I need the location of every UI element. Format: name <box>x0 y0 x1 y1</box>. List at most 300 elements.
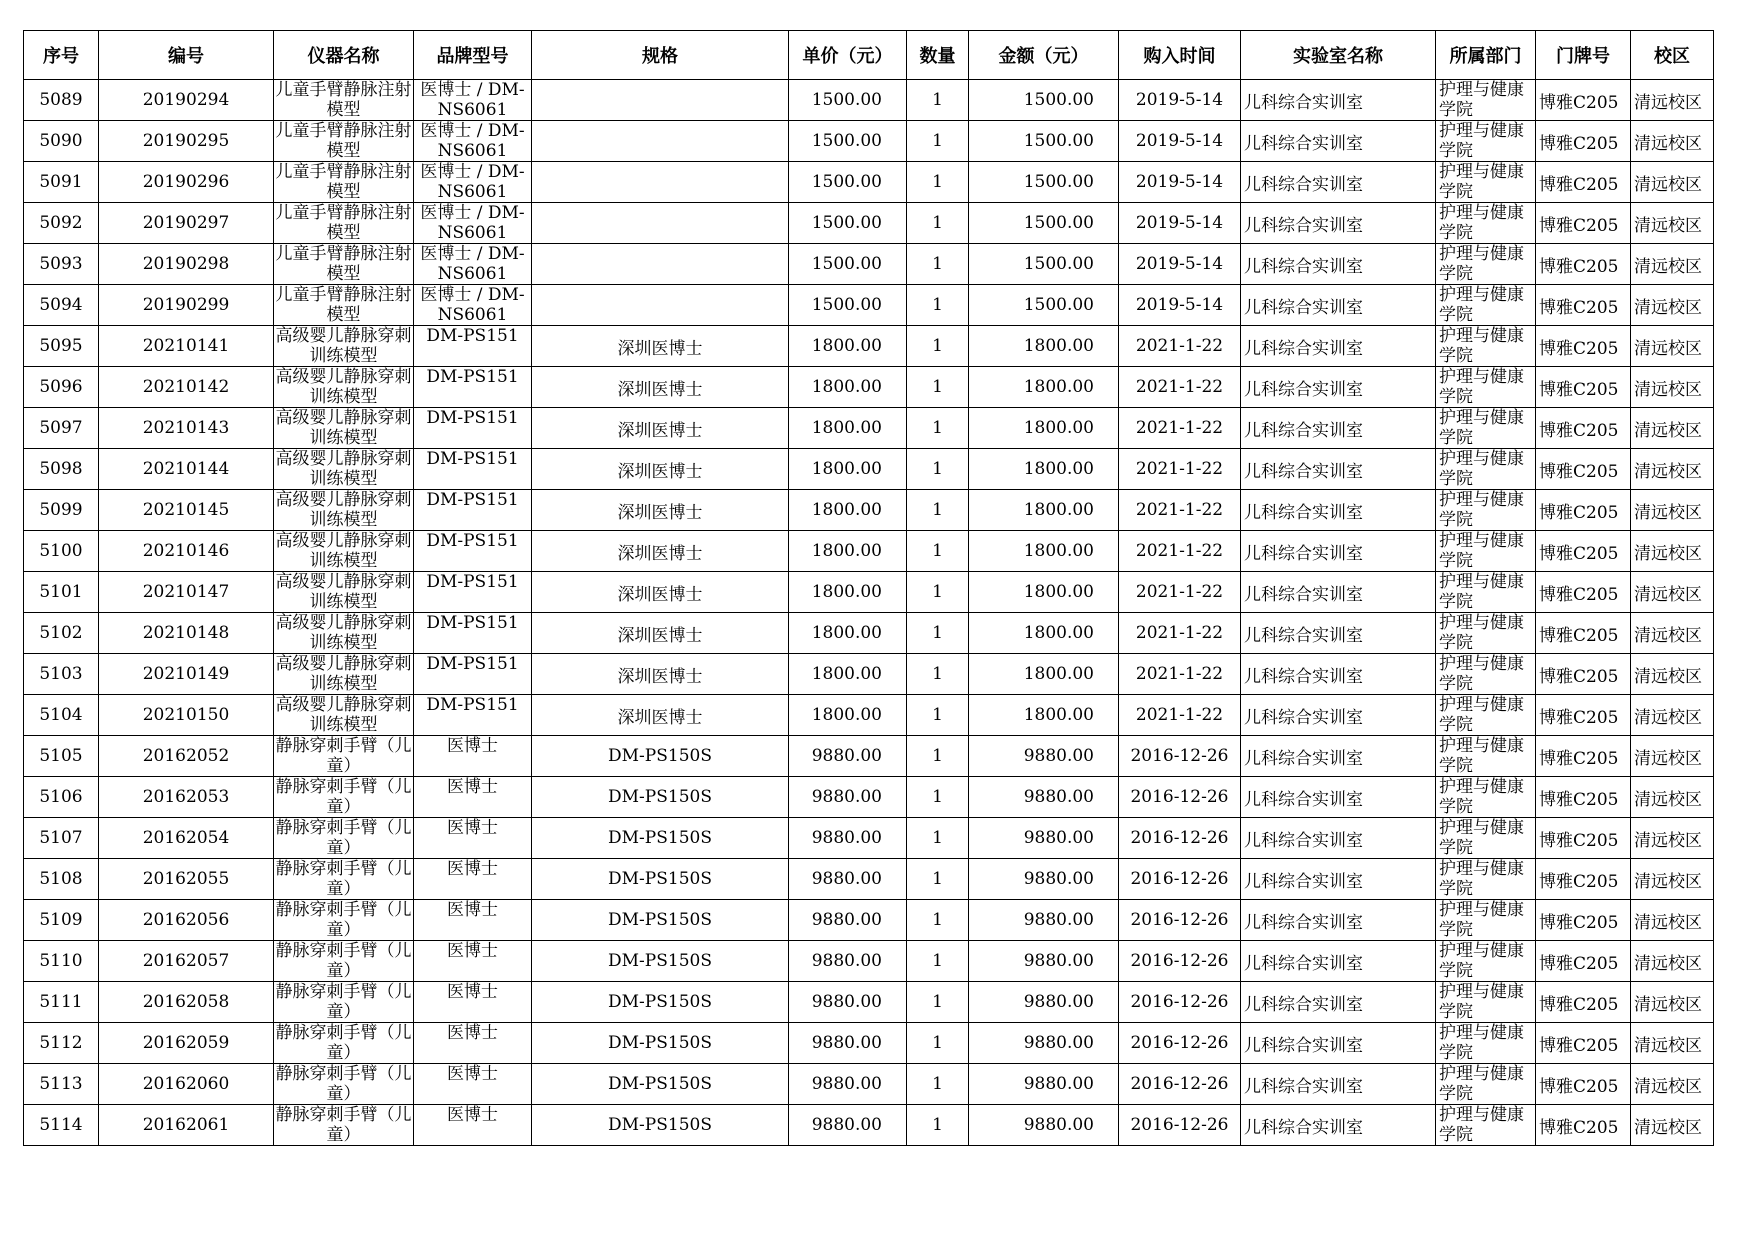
seq-cell: 5102 <box>24 613 99 654</box>
code-cell: 20162053 <box>99 777 274 818</box>
room-number-cell: 博雅C205 <box>1536 80 1631 121</box>
lab-name-cell: 儿科综合实训室 <box>1241 941 1436 982</box>
purchase-date-cell: 2016-12-26 <box>1119 1023 1241 1064</box>
department-cell-text: 护理与健康学院 <box>1439 982 1524 1022</box>
lab-name-cell: 儿科综合实训室 <box>1241 326 1436 367</box>
instrument-name-cell-text: 静脉穿刺手臂（儿童） <box>275 1105 412 1145</box>
brand-model-cell <box>414 818 532 859</box>
brand-model-cell-text: 医博士 <box>447 900 498 920</box>
unit-price-cell: 1800.00 <box>789 449 907 490</box>
amount-cell: 1800.00 <box>969 654 1119 695</box>
brand-model-cell <box>414 613 532 654</box>
department-cell-text: 护理与健康学院 <box>1439 367 1524 407</box>
lab-name-cell: 儿科综合实训室 <box>1241 80 1436 121</box>
amount-cell: 1500.00 <box>969 162 1119 203</box>
spec-cell: 深圳医博士 <box>532 408 789 449</box>
campus-cell: 清远校区 <box>1631 777 1714 818</box>
instrument-name-cell <box>274 121 414 162</box>
spec-cell: DM-PS150S <box>532 941 789 982</box>
amount-cell: 9880.00 <box>969 1023 1119 1064</box>
purchase-date-cell: 2021-1-22 <box>1119 490 1241 531</box>
department-cell <box>1436 531 1536 572</box>
purchase-date-cell: 2021-1-22 <box>1119 572 1241 613</box>
lab-name-cell: 儿科综合实训室 <box>1241 121 1436 162</box>
code-cell: 20162057 <box>99 941 274 982</box>
code-cell: 20190296 <box>99 162 274 203</box>
instrument-name-cell <box>274 941 414 982</box>
seq-cell: 5099 <box>24 490 99 531</box>
quantity-cell: 1 <box>907 1064 969 1105</box>
col-header-unit-price: 单价（元） <box>789 31 907 80</box>
lab-name-cell: 儿科综合实训室 <box>1241 572 1436 613</box>
spec-cell: DM-PS150S <box>532 736 789 777</box>
quantity-cell: 1 <box>907 695 969 736</box>
unit-price-cell: 9880.00 <box>789 941 907 982</box>
spec-cell: 深圳医博士 <box>532 613 789 654</box>
instrument-name-cell-text: 静脉穿刺手臂（儿童） <box>275 900 412 940</box>
quantity-cell: 1 <box>907 900 969 941</box>
room-number-cell: 博雅C205 <box>1536 1023 1631 1064</box>
room-number-cell: 博雅C205 <box>1536 654 1631 695</box>
unit-price-cell: 9880.00 <box>789 900 907 941</box>
purchase-date-cell: 2021-1-22 <box>1119 408 1241 449</box>
table-row <box>24 326 1714 367</box>
room-number-cell: 博雅C205 <box>1536 449 1631 490</box>
purchase-date-cell: 2016-12-26 <box>1119 1105 1241 1146</box>
instrument-name-cell-text: 静脉穿刺手臂（儿童） <box>275 736 412 776</box>
room-number-cell: 博雅C205 <box>1536 777 1631 818</box>
amount-cell: 9880.00 <box>969 1064 1119 1105</box>
brand-model-cell-text: 医博士 <box>447 818 498 838</box>
unit-price-cell: 1800.00 <box>789 572 907 613</box>
spec-cell: DM-PS150S <box>532 777 789 818</box>
department-cell <box>1436 736 1536 777</box>
spec-cell <box>532 121 789 162</box>
campus-cell: 清远校区 <box>1631 367 1714 408</box>
table-row <box>24 285 1714 326</box>
purchase-date-cell: 2021-1-22 <box>1119 449 1241 490</box>
code-cell: 20210145 <box>99 490 274 531</box>
lab-name-cell: 儿科综合实训室 <box>1241 1023 1436 1064</box>
seq-cell: 5096 <box>24 367 99 408</box>
brand-model-cell <box>414 80 532 121</box>
department-cell <box>1436 244 1536 285</box>
campus-cell: 清远校区 <box>1631 736 1714 777</box>
table-row <box>24 80 1714 121</box>
seq-cell: 5113 <box>24 1064 99 1105</box>
purchase-date-cell: 2021-1-22 <box>1119 695 1241 736</box>
campus-cell: 清远校区 <box>1631 982 1714 1023</box>
campus-cell: 清远校区 <box>1631 408 1714 449</box>
purchase-date-cell: 2019-5-14 <box>1119 80 1241 121</box>
spec-cell: DM-PS150S <box>532 900 789 941</box>
department-cell-text: 护理与健康学院 <box>1439 531 1524 571</box>
quantity-cell: 1 <box>907 818 969 859</box>
unit-price-cell: 9880.00 <box>789 859 907 900</box>
spec-cell <box>532 203 789 244</box>
code-cell: 20162058 <box>99 982 274 1023</box>
spec-cell <box>532 162 789 203</box>
amount-cell: 1500.00 <box>969 80 1119 121</box>
purchase-date-cell: 2019-5-14 <box>1119 162 1241 203</box>
instrument-name-cell <box>274 203 414 244</box>
table-row <box>24 818 1714 859</box>
amount-cell: 9880.00 <box>969 1105 1119 1146</box>
brand-model-cell-text: 医博士 <box>447 982 498 1002</box>
table-row <box>24 654 1714 695</box>
spec-cell <box>532 285 789 326</box>
amount-cell: 1800.00 <box>969 572 1119 613</box>
campus-cell: 清远校区 <box>1631 695 1714 736</box>
unit-price-cell: 1500.00 <box>789 80 907 121</box>
code-cell: 20210148 <box>99 613 274 654</box>
seq-cell: 5103 <box>24 654 99 695</box>
code-cell: 20162052 <box>99 736 274 777</box>
quantity-cell: 1 <box>907 859 969 900</box>
unit-price-cell: 1800.00 <box>789 326 907 367</box>
purchase-date-cell: 2019-5-14 <box>1119 244 1241 285</box>
lab-name-cell: 儿科综合实训室 <box>1241 982 1436 1023</box>
col-header-seq: 序号 <box>24 31 99 80</box>
brand-model-cell-text: DM-PS151 <box>426 326 519 346</box>
table-row <box>24 859 1714 900</box>
unit-price-cell: 9880.00 <box>789 736 907 777</box>
unit-price-cell: 1500.00 <box>789 203 907 244</box>
col-header-lab-name: 实验室名称 <box>1241 31 1436 80</box>
campus-cell: 清远校区 <box>1631 818 1714 859</box>
instrument-name-cell <box>274 162 414 203</box>
amount-cell: 9880.00 <box>969 941 1119 982</box>
department-cell <box>1436 80 1536 121</box>
table-row <box>24 449 1714 490</box>
instrument-name-cell <box>274 80 414 121</box>
campus-cell: 清远校区 <box>1631 121 1714 162</box>
unit-price-cell: 9880.00 <box>789 1023 907 1064</box>
lab-name-cell: 儿科综合实训室 <box>1241 490 1436 531</box>
instrument-name-cell <box>274 777 414 818</box>
department-cell-text: 护理与健康学院 <box>1439 285 1524 325</box>
department-cell-text: 护理与健康学院 <box>1439 1023 1524 1063</box>
instrument-name-cell-text: 高级婴儿静脉穿刺训练模型 <box>275 367 412 407</box>
unit-price-cell: 1800.00 <box>789 408 907 449</box>
purchase-date-cell: 2019-5-14 <box>1119 121 1241 162</box>
unit-price-cell: 9880.00 <box>789 1105 907 1146</box>
department-cell <box>1436 162 1536 203</box>
purchase-date-cell: 2021-1-22 <box>1119 326 1241 367</box>
department-cell <box>1436 285 1536 326</box>
instrument-name-cell <box>274 982 414 1023</box>
room-number-cell: 博雅C205 <box>1536 859 1631 900</box>
room-number-cell: 博雅C205 <box>1536 326 1631 367</box>
spec-cell: 深圳医博士 <box>532 654 789 695</box>
campus-cell: 清远校区 <box>1631 654 1714 695</box>
brand-model-cell <box>414 941 532 982</box>
room-number-cell: 博雅C205 <box>1536 408 1631 449</box>
brand-model-cell-text: 医博士 / DM-NS6061 <box>420 203 525 243</box>
col-header-spec: 规格 <box>532 31 789 80</box>
department-cell-text: 护理与健康学院 <box>1439 203 1524 243</box>
instrument-name-cell <box>274 1064 414 1105</box>
code-cell: 20162056 <box>99 900 274 941</box>
room-number-cell: 博雅C205 <box>1536 982 1631 1023</box>
purchase-date-cell: 2016-12-26 <box>1119 900 1241 941</box>
quantity-cell: 1 <box>907 80 969 121</box>
department-cell <box>1436 408 1536 449</box>
department-cell-text: 护理与健康学院 <box>1439 408 1524 448</box>
col-header-room-number: 门牌号 <box>1536 31 1631 80</box>
instrument-name-cell <box>274 490 414 531</box>
lab-name-cell: 儿科综合实训室 <box>1241 1105 1436 1146</box>
seq-cell: 5110 <box>24 941 99 982</box>
seq-cell: 5094 <box>24 285 99 326</box>
spec-cell: 深圳医博士 <box>532 572 789 613</box>
brand-model-cell <box>414 1064 532 1105</box>
instrument-name-cell-text: 儿童手臂静脉注射模型 <box>275 121 412 161</box>
quantity-cell: 1 <box>907 613 969 654</box>
instrument-name-cell-text: 高级婴儿静脉穿刺训练模型 <box>275 326 412 366</box>
room-number-cell: 博雅C205 <box>1536 818 1631 859</box>
purchase-date-cell: 2021-1-22 <box>1119 531 1241 572</box>
spec-cell: DM-PS150S <box>532 859 789 900</box>
department-cell <box>1436 490 1536 531</box>
unit-price-cell: 9880.00 <box>789 777 907 818</box>
amount-cell: 1500.00 <box>969 285 1119 326</box>
brand-model-cell <box>414 859 532 900</box>
purchase-date-cell: 2016-12-26 <box>1119 1064 1241 1105</box>
quantity-cell: 1 <box>907 203 969 244</box>
header-row <box>24 31 1714 80</box>
room-number-cell: 博雅C205 <box>1536 490 1631 531</box>
equipment-table <box>23 30 1714 1146</box>
instrument-name-cell-text: 静脉穿刺手臂（儿童） <box>275 1064 412 1104</box>
instrument-name-cell-text: 高级婴儿静脉穿刺训练模型 <box>275 408 412 448</box>
department-cell <box>1436 613 1536 654</box>
campus-cell: 清远校区 <box>1631 531 1714 572</box>
campus-cell: 清远校区 <box>1631 1064 1714 1105</box>
amount-cell: 1800.00 <box>969 326 1119 367</box>
brand-model-cell-text: 医博士 <box>447 736 498 756</box>
instrument-name-cell <box>274 449 414 490</box>
department-cell-text: 护理与健康学院 <box>1439 941 1524 981</box>
brand-model-cell-text: 医博士 / DM-NS6061 <box>420 80 525 120</box>
instrument-name-cell <box>274 818 414 859</box>
brand-model-cell-text: 医博士 / DM-NS6061 <box>420 162 525 202</box>
instrument-name-cell-text: 高级婴儿静脉穿刺训练模型 <box>275 449 412 489</box>
unit-price-cell: 9880.00 <box>789 818 907 859</box>
purchase-date-cell: 2019-5-14 <box>1119 285 1241 326</box>
department-cell-text: 护理与健康学院 <box>1439 859 1524 899</box>
amount-cell: 1800.00 <box>969 695 1119 736</box>
brand-model-cell <box>414 244 532 285</box>
department-cell-text: 护理与健康学院 <box>1439 244 1524 284</box>
code-cell: 20190297 <box>99 203 274 244</box>
instrument-name-cell <box>274 1105 414 1146</box>
code-cell: 20210142 <box>99 367 274 408</box>
unit-price-cell: 9880.00 <box>789 982 907 1023</box>
brand-model-cell-text: DM-PS151 <box>426 531 519 551</box>
seq-cell: 5090 <box>24 121 99 162</box>
spec-cell: DM-PS150S <box>532 1023 789 1064</box>
unit-price-cell: 1500.00 <box>789 244 907 285</box>
instrument-name-cell <box>274 244 414 285</box>
table-row <box>24 531 1714 572</box>
code-cell: 20162059 <box>99 1023 274 1064</box>
brand-model-cell <box>414 982 532 1023</box>
lab-name-cell: 儿科综合实训室 <box>1241 203 1436 244</box>
code-cell: 20210144 <box>99 449 274 490</box>
room-number-cell: 博雅C205 <box>1536 613 1631 654</box>
unit-price-cell: 1800.00 <box>789 695 907 736</box>
brand-model-cell <box>414 408 532 449</box>
seq-cell: 5112 <box>24 1023 99 1064</box>
lab-name-cell: 儿科综合实训室 <box>1241 449 1436 490</box>
brand-model-cell-text: 医博士 <box>447 941 498 961</box>
campus-cell: 清远校区 <box>1631 80 1714 121</box>
instrument-name-cell-text: 高级婴儿静脉穿刺训练模型 <box>275 531 412 571</box>
campus-cell: 清远校区 <box>1631 162 1714 203</box>
department-cell <box>1436 572 1536 613</box>
code-cell: 20210141 <box>99 326 274 367</box>
quantity-cell: 1 <box>907 121 969 162</box>
lab-name-cell: 儿科综合实训室 <box>1241 244 1436 285</box>
department-cell-text: 护理与健康学院 <box>1439 654 1524 694</box>
code-cell: 20190295 <box>99 121 274 162</box>
amount-cell: 9880.00 <box>969 900 1119 941</box>
department-cell <box>1436 859 1536 900</box>
brand-model-cell <box>414 449 532 490</box>
instrument-name-cell <box>274 613 414 654</box>
instrument-name-cell-text: 静脉穿刺手臂（儿童） <box>275 1023 412 1063</box>
brand-model-cell-text: DM-PS151 <box>426 572 519 592</box>
code-cell: 20210147 <box>99 572 274 613</box>
instrument-name-cell-text: 儿童手臂静脉注射模型 <box>275 203 412 243</box>
campus-cell: 清远校区 <box>1631 326 1714 367</box>
col-header-campus: 校区 <box>1631 31 1714 80</box>
quantity-cell: 1 <box>907 654 969 695</box>
instrument-name-cell-text: 儿童手臂静脉注射模型 <box>275 80 412 120</box>
seq-cell: 5095 <box>24 326 99 367</box>
department-cell-text: 护理与健康学院 <box>1439 80 1524 120</box>
spec-cell: 深圳医博士 <box>532 531 789 572</box>
room-number-cell: 博雅C205 <box>1536 900 1631 941</box>
spec-cell <box>532 244 789 285</box>
lab-name-cell: 儿科综合实训室 <box>1241 736 1436 777</box>
lab-name-cell: 儿科综合实训室 <box>1241 654 1436 695</box>
room-number-cell: 博雅C205 <box>1536 531 1631 572</box>
quantity-cell: 1 <box>907 982 969 1023</box>
quantity-cell: 1 <box>907 572 969 613</box>
department-cell-text: 护理与健康学院 <box>1439 900 1524 940</box>
department-cell-text: 护理与健康学院 <box>1439 777 1524 817</box>
amount-cell: 9880.00 <box>969 777 1119 818</box>
campus-cell: 清远校区 <box>1631 941 1714 982</box>
campus-cell: 清远校区 <box>1631 203 1714 244</box>
department-cell <box>1436 1105 1536 1146</box>
department-cell <box>1436 982 1536 1023</box>
instrument-name-cell-text: 高级婴儿静脉穿刺训练模型 <box>275 613 412 653</box>
unit-price-cell: 1500.00 <box>789 162 907 203</box>
instrument-name-cell-text: 高级婴儿静脉穿刺训练模型 <box>275 572 412 612</box>
code-cell: 20162060 <box>99 1064 274 1105</box>
code-cell: 20210150 <box>99 695 274 736</box>
department-cell <box>1436 941 1536 982</box>
lab-name-cell: 儿科综合实训室 <box>1241 613 1436 654</box>
brand-model-cell <box>414 654 532 695</box>
brand-model-cell-text: DM-PS151 <box>426 367 519 387</box>
unit-price-cell: 1500.00 <box>789 121 907 162</box>
seq-cell: 5108 <box>24 859 99 900</box>
amount-cell: 1800.00 <box>969 490 1119 531</box>
instrument-name-cell-text: 静脉穿刺手臂（儿童） <box>275 941 412 981</box>
brand-model-cell <box>414 531 532 572</box>
department-cell <box>1436 121 1536 162</box>
instrument-name-cell <box>274 859 414 900</box>
campus-cell: 清远校区 <box>1631 900 1714 941</box>
instrument-name-cell-text: 儿童手臂静脉注射模型 <box>275 162 412 202</box>
table-row <box>24 900 1714 941</box>
purchase-date-cell: 2016-12-26 <box>1119 982 1241 1023</box>
instrument-name-cell-text: 儿童手臂静脉注射模型 <box>275 244 412 284</box>
table-row <box>24 1023 1714 1064</box>
table-row <box>24 572 1714 613</box>
amount-cell: 1500.00 <box>969 121 1119 162</box>
code-cell: 20190294 <box>99 80 274 121</box>
purchase-date-cell: 2021-1-22 <box>1119 367 1241 408</box>
spec-cell: DM-PS150S <box>532 818 789 859</box>
amount-cell: 1500.00 <box>969 244 1119 285</box>
seq-cell: 5109 <box>24 900 99 941</box>
col-header-instrument-name: 仪器名称 <box>274 31 414 80</box>
department-cell-text: 护理与健康学院 <box>1439 490 1524 530</box>
campus-cell: 清远校区 <box>1631 1105 1714 1146</box>
brand-model-cell-text: DM-PS151 <box>426 449 519 469</box>
room-number-cell: 博雅C205 <box>1536 1064 1631 1105</box>
seq-cell: 5106 <box>24 777 99 818</box>
spec-cell: 深圳医博士 <box>532 449 789 490</box>
room-number-cell: 博雅C205 <box>1536 244 1631 285</box>
seq-cell: 5114 <box>24 1105 99 1146</box>
department-cell-text: 护理与健康学院 <box>1439 1105 1524 1145</box>
brand-model-cell <box>414 695 532 736</box>
instrument-name-cell <box>274 572 414 613</box>
department-cell-text: 护理与健康学院 <box>1439 449 1524 489</box>
department-cell <box>1436 777 1536 818</box>
brand-model-cell-text: 医博士 / DM-NS6061 <box>420 244 525 284</box>
brand-model-cell-text: 医博士 <box>447 859 498 879</box>
amount-cell: 9880.00 <box>969 818 1119 859</box>
code-cell: 20162061 <box>99 1105 274 1146</box>
lab-name-cell: 儿科综合实训室 <box>1241 777 1436 818</box>
spec-cell: 深圳医博士 <box>532 695 789 736</box>
amount-cell: 1800.00 <box>969 367 1119 408</box>
unit-price-cell: 1800.00 <box>789 531 907 572</box>
department-cell <box>1436 1023 1536 1064</box>
quantity-cell: 1 <box>907 326 969 367</box>
purchase-date-cell: 2021-1-22 <box>1119 613 1241 654</box>
table-row <box>24 203 1714 244</box>
room-number-cell: 博雅C205 <box>1536 1105 1631 1146</box>
quantity-cell: 1 <box>907 367 969 408</box>
seq-cell: 5105 <box>24 736 99 777</box>
department-cell <box>1436 900 1536 941</box>
seq-cell: 5089 <box>24 80 99 121</box>
quantity-cell: 1 <box>907 736 969 777</box>
instrument-name-cell-text: 静脉穿刺手臂（儿童） <box>275 818 412 858</box>
seq-cell: 5093 <box>24 244 99 285</box>
campus-cell: 清远校区 <box>1631 572 1714 613</box>
code-cell: 20210146 <box>99 531 274 572</box>
department-cell-text: 护理与健康学院 <box>1439 326 1524 366</box>
